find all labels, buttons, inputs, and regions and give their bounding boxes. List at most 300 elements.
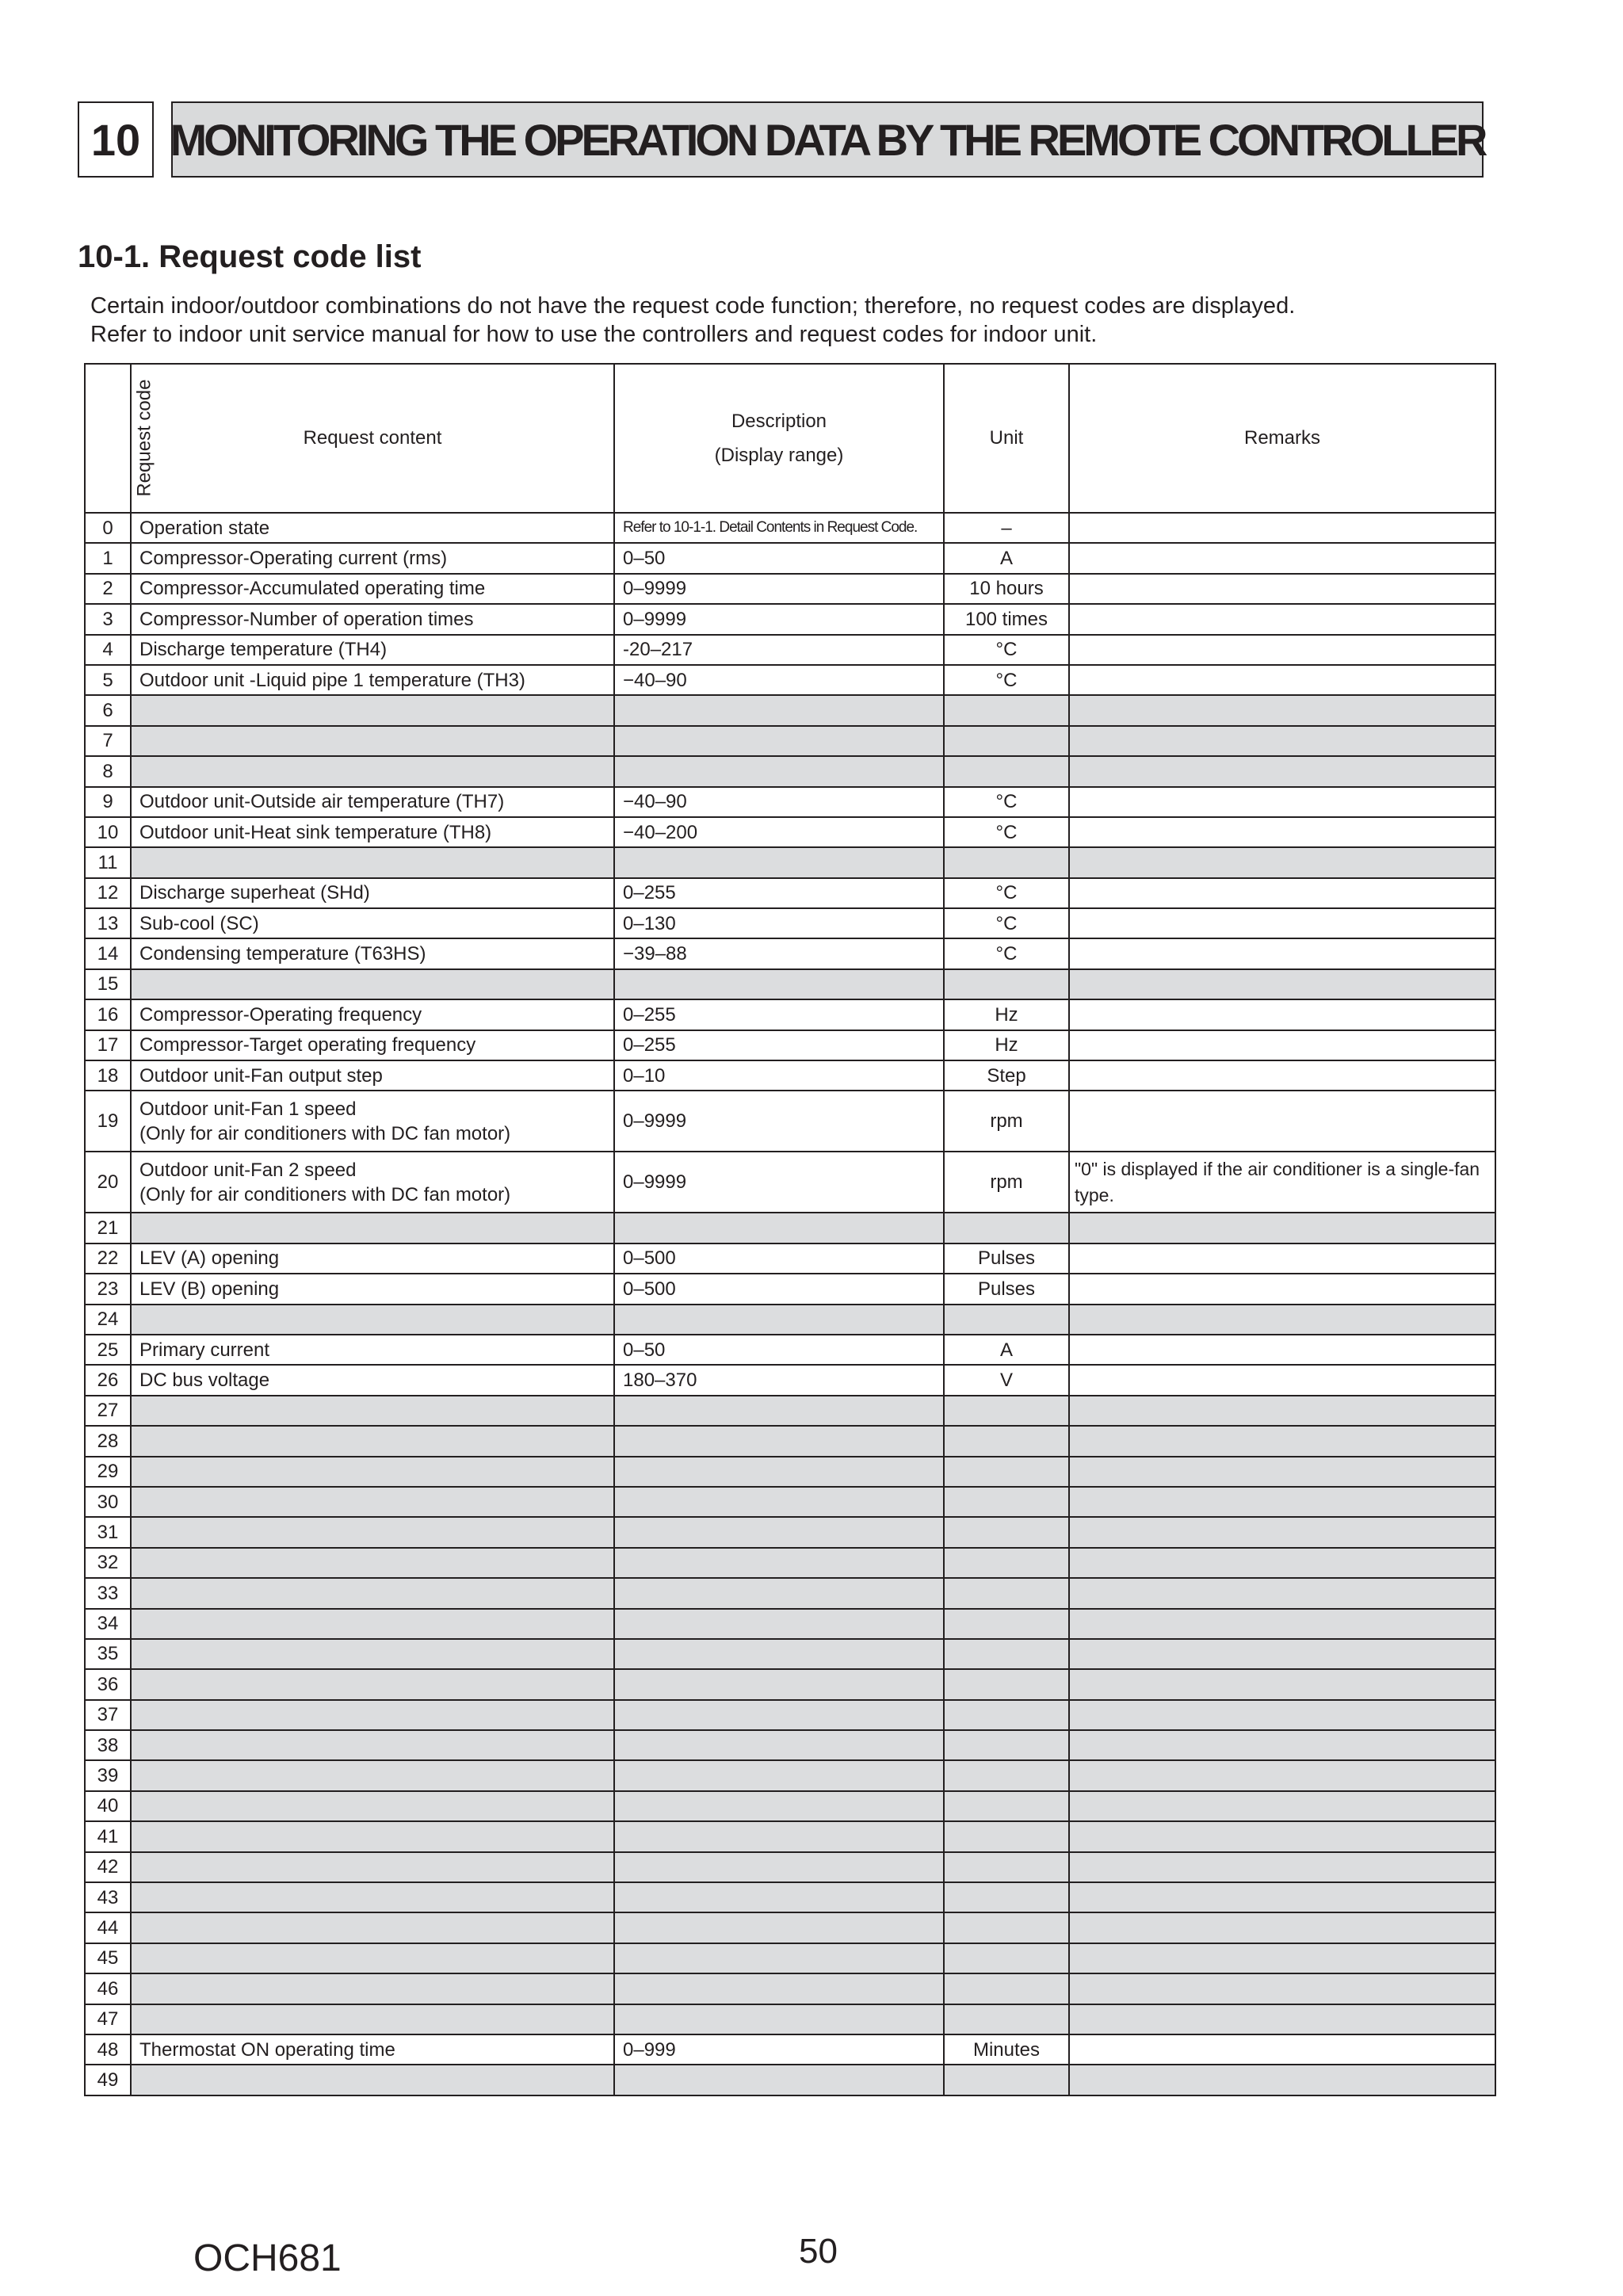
cell-description: 0–130 — [614, 908, 944, 938]
cell-request-code: 47 — [85, 2004, 131, 2034]
cell-description: 0–9999 — [614, 604, 944, 634]
table-row — [85, 1973, 1495, 2004]
cell-request-code: 12 — [85, 878, 131, 908]
cell-description: 0–255 — [614, 1030, 944, 1060]
cell-unit — [944, 1821, 1069, 1851]
cell-remarks — [1069, 756, 1495, 786]
cell-request-content-line1: Outdoor unit-Fan 1 speed — [139, 1098, 357, 1120]
cell-remarks — [1069, 1030, 1495, 1060]
cell-unit: rpm — [944, 1091, 1069, 1152]
table-row — [85, 1305, 1495, 1335]
cell-request-code: 33 — [85, 1578, 131, 1608]
cell-unit: °C — [944, 665, 1069, 695]
cell-unit — [944, 1791, 1069, 1821]
cell-request-content — [131, 1882, 614, 1912]
cell-remarks — [1069, 1791, 1495, 1821]
cell-request-content: Sub-cool (SC) — [131, 908, 614, 938]
cell-unit — [944, 1548, 1069, 1578]
table-row — [85, 1821, 1495, 1851]
cell-remarks — [1069, 1943, 1495, 1973]
cell-remarks — [1069, 1730, 1495, 1760]
cell-remarks — [1069, 1244, 1495, 1274]
table-row — [85, 635, 1495, 665]
cell-description — [614, 1760, 944, 1790]
cell-request-code: 30 — [85, 1487, 131, 1517]
cell-unit — [944, 1700, 1069, 1730]
table-row — [85, 726, 1495, 756]
cell-request-content — [131, 847, 614, 877]
cell-request-code: 2 — [85, 574, 131, 604]
cell-description — [614, 1213, 944, 1243]
cell-request-code: 15 — [85, 969, 131, 999]
cell-unit — [944, 1578, 1069, 1608]
cell-request-code: 21 — [85, 1213, 131, 1243]
cell-description — [614, 1305, 944, 1335]
cell-remarks — [1069, 1882, 1495, 1912]
cell-request-code: 35 — [85, 1639, 131, 1669]
cell-unit: A — [944, 1335, 1069, 1365]
cell-description — [614, 1852, 944, 1882]
cell-request-code: 24 — [85, 1305, 131, 1335]
cell-unit: Hz — [944, 999, 1069, 1030]
cell-request-code: 39 — [85, 1760, 131, 1790]
cell-request-content — [131, 756, 614, 786]
cell-request-content — [131, 1943, 614, 1973]
cell-unit: °C — [944, 938, 1069, 968]
table-row — [85, 1457, 1495, 1487]
cell-request-content — [131, 1973, 614, 2004]
table-header-row — [85, 364, 1495, 513]
cell-request-code: 42 — [85, 1852, 131, 1882]
cell-request-content — [131, 1517, 614, 1547]
cell-request-code: 34 — [85, 1609, 131, 1639]
cell-request-code: 23 — [85, 1274, 131, 1304]
table-row — [85, 604, 1495, 634]
cell-request-content — [131, 1730, 614, 1760]
cell-description — [614, 1578, 944, 1608]
cell-description — [614, 1821, 944, 1851]
cell-unit: Hz — [944, 1030, 1069, 1060]
cell-description — [614, 1791, 944, 1821]
cell-request-code: 19 — [85, 1091, 131, 1152]
cell-remarks — [1069, 695, 1495, 725]
table-row — [85, 1609, 1495, 1639]
cell-remarks — [1069, 1274, 1495, 1304]
cell-remarks — [1069, 2004, 1495, 2034]
cell-request-content: Discharge superheat (SHd) — [131, 878, 614, 908]
cell-description: 0–9999 — [614, 574, 944, 604]
cell-request-content-line2: (Only for air conditioners with DC fan motor) — [139, 1122, 511, 1144]
cell-request-code: 29 — [85, 1457, 131, 1487]
cell-remarks — [1069, 1457, 1495, 1487]
cell-unit: 10 hours — [944, 574, 1069, 604]
cell-unit: V — [944, 1365, 1069, 1395]
cell-description: Refer to 10-1-1. Detail Contents in Request Code. — [614, 513, 944, 543]
header-request-code: Request code — [85, 364, 131, 513]
cell-remarks — [1069, 1548, 1495, 1578]
cell-unit — [944, 1426, 1069, 1456]
table-row — [85, 1091, 1495, 1152]
cell-unit — [944, 1943, 1069, 1973]
cell-request-content — [131, 1548, 614, 1578]
cell-request-content: Compressor-Operating frequency — [131, 999, 614, 1030]
table-row — [85, 1365, 1495, 1395]
cell-request-content: Compressor-Target operating frequency — [131, 1030, 614, 1060]
cell-request-code: 6 — [85, 695, 131, 725]
table-row — [85, 574, 1495, 604]
request-code-table — [84, 363, 1496, 2096]
cell-remarks — [1069, 1973, 1495, 2004]
cell-remarks — [1069, 1060, 1495, 1091]
cell-remarks — [1069, 1305, 1495, 1335]
cell-request-code: 20 — [85, 1152, 131, 1213]
cell-request-code: 18 — [85, 1060, 131, 1091]
cell-unit: rpm — [944, 1152, 1069, 1213]
cell-description: 0–500 — [614, 1274, 944, 1304]
table-row — [85, 1244, 1495, 1274]
cell-description — [614, 1487, 944, 1517]
cell-remarks — [1069, 1578, 1495, 1608]
table-row — [85, 1030, 1495, 1060]
cell-description: −39–88 — [614, 938, 944, 968]
cell-unit — [944, 1517, 1069, 1547]
cell-description: 0–500 — [614, 1244, 944, 1274]
cell-description: 0–999 — [614, 2034, 944, 2065]
cell-unit — [944, 1973, 1069, 2004]
table-row — [85, 1152, 1495, 1213]
cell-request-content — [131, 1578, 614, 1608]
cell-request-content — [131, 1091, 614, 1152]
cell-remarks — [1069, 665, 1495, 695]
cell-request-content — [131, 1152, 614, 1213]
cell-unit — [944, 969, 1069, 999]
table-row — [85, 1882, 1495, 1912]
table-row — [85, 1760, 1495, 1790]
cell-description — [614, 1943, 944, 1973]
cell-request-code: 37 — [85, 1700, 131, 1730]
cell-request-content: Outdoor unit-Outside air temperature (TH7) — [131, 787, 614, 817]
cell-request-code: 44 — [85, 1912, 131, 1943]
cell-request-code: 26 — [85, 1365, 131, 1395]
table-row — [85, 938, 1495, 968]
table-row — [85, 847, 1495, 877]
cell-request-code: 22 — [85, 1244, 131, 1274]
table-row — [85, 665, 1495, 695]
cell-description — [614, 1457, 944, 1487]
cell-description — [614, 1700, 944, 1730]
intro-line-1: Certain indoor/outdoor combinations do not have the request code function; therefore, no request codes are displayed. — [90, 293, 1296, 319]
table-row — [85, 1578, 1495, 1608]
cell-remarks — [1069, 635, 1495, 665]
table-row — [85, 1943, 1495, 1973]
cell-request-content: Thermostat ON operating time — [131, 2034, 614, 2065]
cell-remarks — [1069, 878, 1495, 908]
cell-description: 0–50 — [614, 1335, 944, 1365]
cell-unit — [944, 1609, 1069, 1639]
cell-remarks — [1069, 1609, 1495, 1639]
chapter-title: MONITORING THE OPERATION DATA BY THE REMOTE CONTROLLER — [171, 101, 1484, 178]
cell-description — [614, 1912, 944, 1943]
cell-unit: Step — [944, 1060, 1069, 1091]
cell-description — [614, 756, 944, 786]
cell-request-code: 11 — [85, 847, 131, 877]
cell-description — [614, 1548, 944, 1578]
cell-request-code: 49 — [85, 2065, 131, 2095]
header-description-range: (Display range) — [714, 445, 844, 466]
cell-request-content: Compressor-Number of operation times — [131, 604, 614, 634]
cell-request-content — [131, 1700, 614, 1730]
cell-description: −40–90 — [614, 665, 944, 695]
page-number: 50 — [799, 2232, 838, 2271]
cell-remarks — [1069, 908, 1495, 938]
cell-request-code: 10 — [85, 817, 131, 847]
cell-unit — [944, 1730, 1069, 1760]
cell-request-code: 32 — [85, 1548, 131, 1578]
cell-request-code: 8 — [85, 756, 131, 786]
cell-request-code: 17 — [85, 1030, 131, 1060]
cell-description: -20–217 — [614, 635, 944, 665]
cell-unit — [944, 1912, 1069, 1943]
cell-description: 0–255 — [614, 999, 944, 1030]
cell-remarks — [1069, 1639, 1495, 1669]
cell-request-code: 43 — [85, 1882, 131, 1912]
cell-unit: A — [944, 543, 1069, 573]
cell-request-content: Discharge temperature (TH4) — [131, 635, 614, 665]
cell-request-code: 16 — [85, 999, 131, 1030]
cell-unit: °C — [944, 787, 1069, 817]
cell-request-content — [131, 1760, 614, 1790]
cell-request-content — [131, 1821, 614, 1851]
table-row — [85, 1912, 1495, 1943]
header-description-title: Description — [731, 410, 827, 432]
cell-description: −40–90 — [614, 787, 944, 817]
cell-request-content — [131, 1609, 614, 1639]
cell-description: 180–370 — [614, 1365, 944, 1395]
cell-request-code: 28 — [85, 1426, 131, 1456]
cell-unit: Pulses — [944, 1274, 1069, 1304]
cell-request-code: 31 — [85, 1517, 131, 1547]
cell-unit — [944, 1852, 1069, 1882]
cell-request-code: 41 — [85, 1821, 131, 1851]
cell-request-content — [131, 1669, 614, 1699]
table-row — [85, 969, 1495, 999]
cell-unit — [944, 1669, 1069, 1699]
header-unit: Unit — [944, 364, 1069, 513]
cell-request-code: 46 — [85, 1973, 131, 2004]
table-row — [85, 2004, 1495, 2034]
cell-description: 0–10 — [614, 1060, 944, 1091]
section-title: 10-1. Request code list — [78, 239, 422, 274]
cell-description — [614, 1639, 944, 1669]
cell-description — [614, 1882, 944, 1912]
cell-request-content — [131, 1396, 614, 1426]
cell-unit — [944, 1882, 1069, 1912]
table-row — [85, 756, 1495, 786]
cell-remarks — [1069, 1426, 1495, 1456]
cell-request-code: 9 — [85, 787, 131, 817]
cell-unit — [944, 847, 1069, 877]
cell-unit — [944, 2065, 1069, 2095]
cell-unit — [944, 695, 1069, 725]
cell-request-content: LEV (A) opening — [131, 1244, 614, 1274]
table-row — [85, 2034, 1495, 2065]
cell-description — [614, 1517, 944, 1547]
table-row — [85, 1060, 1495, 1091]
table-row — [85, 1487, 1495, 1517]
cell-request-code: 14 — [85, 938, 131, 968]
cell-unit — [944, 756, 1069, 786]
cell-request-content — [131, 726, 614, 756]
cell-description — [614, 1973, 944, 2004]
cell-remarks — [1069, 604, 1495, 634]
cell-remarks — [1069, 1852, 1495, 1882]
table-row — [85, 1639, 1495, 1669]
cell-remarks — [1069, 1487, 1495, 1517]
table-row — [85, 1213, 1495, 1243]
cell-request-content — [131, 1457, 614, 1487]
cell-remarks — [1069, 847, 1495, 877]
table-row — [85, 1274, 1495, 1304]
table-row — [85, 695, 1495, 725]
cell-remarks — [1069, 1821, 1495, 1851]
cell-request-content — [131, 2004, 614, 2034]
chapter-number: 10 — [78, 101, 154, 178]
cell-remarks — [1069, 1912, 1495, 1943]
cell-unit: °C — [944, 908, 1069, 938]
cell-description — [614, 1609, 944, 1639]
cell-request-content — [131, 1639, 614, 1669]
table-row — [85, 1335, 1495, 1365]
table-row — [85, 908, 1495, 938]
cell-description — [614, 2004, 944, 2034]
header-request-content: Request content — [131, 364, 614, 513]
cell-description: 0–9999 — [614, 1091, 944, 1152]
cell-remarks — [1069, 999, 1495, 1030]
model-code: OCH681 — [193, 2237, 342, 2279]
cell-description — [614, 969, 944, 999]
cell-request-content — [131, 1487, 614, 1517]
cell-remarks — [1069, 1760, 1495, 1790]
table-row — [85, 787, 1495, 817]
cell-request-code: 27 — [85, 1396, 131, 1426]
cell-request-code: 3 — [85, 604, 131, 634]
cell-description — [614, 1730, 944, 1760]
cell-unit — [944, 1639, 1069, 1669]
table-row — [85, 817, 1495, 847]
cell-request-code: 40 — [85, 1791, 131, 1821]
cell-request-content: Outdoor unit -Liquid pipe 1 temperature (TH3) — [131, 665, 614, 695]
cell-remarks — [1069, 726, 1495, 756]
cell-unit — [944, 726, 1069, 756]
cell-request-content — [131, 695, 614, 725]
cell-remarks — [1069, 2065, 1495, 2095]
cell-unit: 100 times — [944, 604, 1069, 634]
cell-unit: °C — [944, 878, 1069, 908]
cell-request-code: 7 — [85, 726, 131, 756]
cell-remarks — [1069, 1213, 1495, 1243]
cell-request-code: 38 — [85, 1730, 131, 1760]
cell-unit: Minutes — [944, 2034, 1069, 2065]
header-description — [614, 364, 944, 513]
cell-request-content — [131, 1426, 614, 1456]
cell-remarks — [1069, 1335, 1495, 1365]
cell-request-code: 4 — [85, 635, 131, 665]
cell-request-content — [131, 1912, 614, 1943]
cell-unit — [944, 1396, 1069, 1426]
cell-remarks: "0" is displayed if the air conditioner is a single-fan type. — [1069, 1152, 1495, 1213]
cell-unit — [944, 1305, 1069, 1335]
cell-description: 0–50 — [614, 543, 944, 573]
cell-request-content: DC bus voltage — [131, 1365, 614, 1395]
cell-remarks — [1069, 1091, 1495, 1152]
cell-remarks — [1069, 2034, 1495, 2065]
table-row — [85, 2065, 1495, 2095]
cell-request-code: 5 — [85, 665, 131, 695]
table-row — [85, 1396, 1495, 1426]
cell-description — [614, 1426, 944, 1456]
cell-request-content — [131, 1305, 614, 1335]
cell-unit: °C — [944, 635, 1069, 665]
cell-remarks — [1069, 969, 1495, 999]
cell-description — [614, 2065, 944, 2095]
cell-remarks — [1069, 543, 1495, 573]
cell-unit — [944, 1487, 1069, 1517]
cell-unit: – — [944, 513, 1069, 543]
table-row — [85, 1426, 1495, 1456]
cell-request-code: 13 — [85, 908, 131, 938]
cell-request-content: Outdoor unit-Heat sink temperature (TH8) — [131, 817, 614, 847]
cell-description — [614, 1669, 944, 1699]
cell-remarks — [1069, 938, 1495, 968]
cell-request-code: 45 — [85, 1943, 131, 1973]
cell-remarks — [1069, 574, 1495, 604]
table-row — [85, 878, 1495, 908]
table-row — [85, 1730, 1495, 1760]
header-remarks: Remarks — [1069, 364, 1495, 513]
cell-description: 0–9999 — [614, 1152, 944, 1213]
table-row — [85, 1669, 1495, 1699]
cell-description — [614, 695, 944, 725]
cell-remarks — [1069, 1700, 1495, 1730]
table-row — [85, 1517, 1495, 1547]
cell-request-content: Compressor-Operating current (rms) — [131, 543, 614, 573]
cell-remarks — [1069, 1669, 1495, 1699]
table-row — [85, 1700, 1495, 1730]
cell-request-code: 48 — [85, 2034, 131, 2065]
cell-request-code: 0 — [85, 513, 131, 543]
cell-request-content: Compressor-Accumulated operating time — [131, 574, 614, 604]
cell-description — [614, 726, 944, 756]
cell-request-content — [131, 1852, 614, 1882]
table-row — [85, 513, 1495, 543]
cell-request-content — [131, 2065, 614, 2095]
cell-unit — [944, 2004, 1069, 2034]
cell-remarks — [1069, 1517, 1495, 1547]
cell-request-content: LEV (B) opening — [131, 1274, 614, 1304]
cell-request-content — [131, 1213, 614, 1243]
cell-unit — [944, 1213, 1069, 1243]
cell-request-content: Outdoor unit-Fan output step — [131, 1060, 614, 1091]
cell-description: 0–255 — [614, 878, 944, 908]
cell-remarks — [1069, 1396, 1495, 1426]
cell-request-content-line1: Outdoor unit-Fan 2 speed — [139, 1159, 357, 1181]
cell-unit — [944, 1457, 1069, 1487]
cell-description — [614, 1396, 944, 1426]
cell-request-code: 36 — [85, 1669, 131, 1699]
cell-description: −40–200 — [614, 817, 944, 847]
cell-request-content-line2: (Only for air conditioners with DC fan motor) — [139, 1183, 511, 1205]
table-row — [85, 1548, 1495, 1578]
